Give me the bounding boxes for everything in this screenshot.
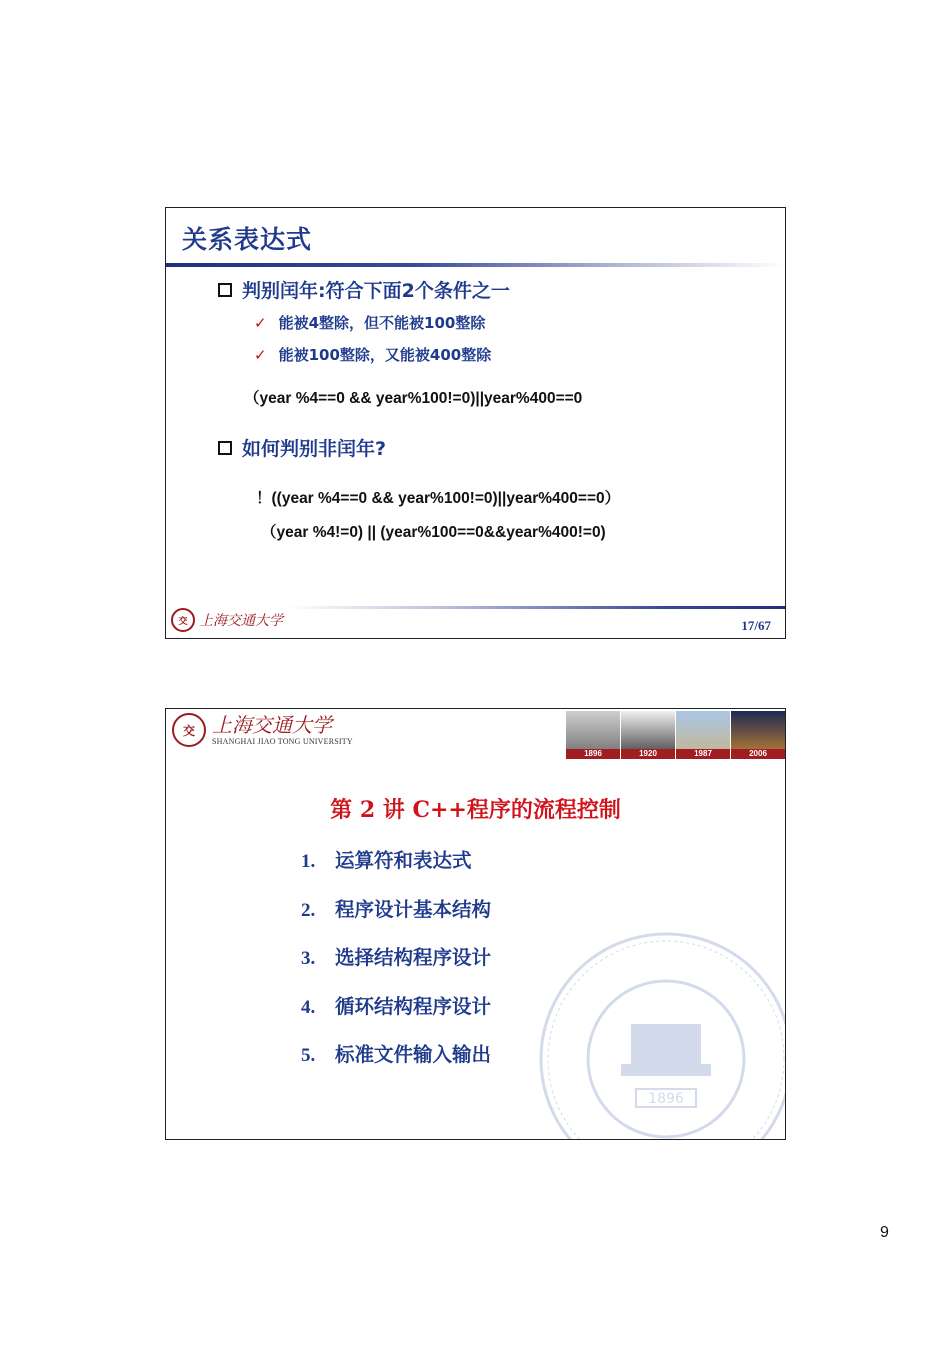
photo-year: 1896 bbox=[566, 749, 620, 759]
toc-number: 3. bbox=[301, 948, 316, 969]
university-logo bbox=[171, 608, 283, 632]
bullet-text: 如何判别非闰年? bbox=[242, 438, 387, 460]
photo-year: 1920 bbox=[621, 749, 675, 759]
toc-number: 1. bbox=[301, 851, 316, 872]
toc-label: 循环结构程序设计 bbox=[335, 994, 492, 1018]
history-photo-strip bbox=[565, 711, 785, 759]
history-photo bbox=[675, 711, 730, 759]
title-divider bbox=[166, 263, 785, 267]
logo-text: 上海交通大学 bbox=[212, 712, 332, 737]
university-seal-icon: 交 bbox=[171, 608, 195, 632]
toc-item bbox=[301, 1039, 492, 1066]
logo-english: SHANGHAI JIAO TONG UNIVERSITY bbox=[212, 736, 353, 746]
document-page-number: 9 bbox=[880, 1224, 889, 1241]
slide-relational-expressions bbox=[165, 207, 786, 639]
check-item bbox=[254, 344, 491, 365]
bullet-leap-year bbox=[218, 276, 510, 303]
history-photo bbox=[620, 711, 675, 759]
history-photo bbox=[730, 711, 785, 759]
slide-chapter-overview bbox=[165, 708, 786, 1140]
toc-label: 运算符和表达式 bbox=[335, 849, 472, 872]
logo-text: 上海交通大学 bbox=[199, 613, 283, 629]
toc-item bbox=[301, 894, 492, 921]
toc-label: 标准文件输入输出 bbox=[335, 1043, 492, 1066]
square-bullet-icon bbox=[218, 283, 232, 297]
check-text: 能被4整除，但不能被100整除 bbox=[278, 314, 486, 332]
expression-leap: （year %4==0 && year%100!=0)||year%400==0 bbox=[244, 390, 583, 407]
expression-not-leap-alt: （year %4!=0) || (year%100==0&&year%400!=0) bbox=[261, 524, 606, 541]
check-item bbox=[254, 312, 485, 333]
slide-page-number: 17/67 bbox=[741, 618, 771, 633]
toc-label: 选择结构程序设计 bbox=[335, 946, 492, 969]
photo-year: 1987 bbox=[676, 749, 730, 759]
university-seal-watermark-icon bbox=[536, 929, 786, 1140]
university-seal-icon: 交 bbox=[172, 713, 206, 747]
slide-header bbox=[166, 709, 785, 759]
bullet-text: 判别闰年:符合下面2个条件之一 bbox=[242, 280, 510, 302]
toc-number: 4. bbox=[301, 996, 316, 1018]
table-of-contents bbox=[301, 845, 491, 1088]
slide-title: 关系表达式 bbox=[182, 225, 313, 254]
slide-title: 第 2 讲 C++程序的流程控制 bbox=[330, 797, 621, 823]
photo-year: 2006 bbox=[731, 749, 785, 759]
bullet-non-leap bbox=[218, 434, 386, 461]
expression-not-leap: ！((year %4==0 && year%100!=0)||year%400==0） bbox=[256, 490, 621, 507]
check-text: 能被100整除，又能被400整除 bbox=[278, 346, 492, 364]
checkmark-icon: ✓ bbox=[254, 313, 267, 332]
toc-item bbox=[301, 845, 491, 872]
toc-item bbox=[301, 991, 492, 1018]
toc-number: 2. bbox=[301, 899, 316, 921]
toc-item bbox=[301, 942, 492, 969]
university-logo bbox=[172, 713, 353, 747]
checkmark-icon: ✓ bbox=[254, 345, 267, 364]
footer-divider bbox=[286, 606, 785, 609]
watermark-year: 1896 bbox=[648, 1091, 684, 1107]
toc-number: 5. bbox=[301, 1045, 316, 1066]
toc-label: 程序设计基本结构 bbox=[335, 897, 492, 921]
square-bullet-icon bbox=[218, 441, 232, 455]
history-photo bbox=[565, 711, 620, 759]
